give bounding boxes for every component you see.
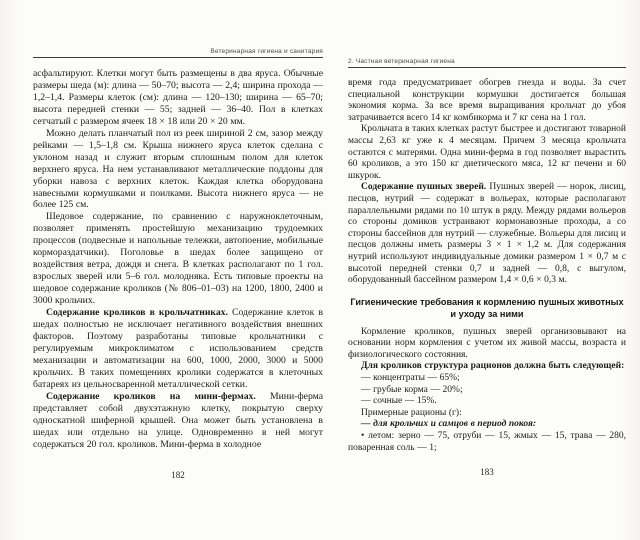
page-182	[33, 48, 323, 480]
paragraph: Можно делать планчатый пол из реек шириной 2 см, зазор между рейками — 1,5–1,8 см. Крыша нижнего яруса клеток сделана с уклоном назад и служит вторым сплошным полом для клеток верхнего яруса. На нем устанавливают металлические поддоны для уборки навоза с верхних клеток. Каждая клетка оборудована навесными кормушками и поилками. Высота нижнего яруса — не более 125 см.	[33, 127, 323, 211]
paragraph-lead: Содержание кроликов на мини-фермах.	[46, 390, 270, 402]
paragraph: асфальтируют. Клетки могут быть размещены в два яруса. Обычные размеры шеда (м): длина — 50–70; высота — 2,4; ширина прохода — 1,2–1,4. Размеры клеток (см): длина — 120–130; ширина — 65–70; высота передней стенки — 55; задней — 36–40. Пол в клетках сетчатый с размером ячеек 18 × 18 или 20 × 20 мм.	[33, 68, 323, 127]
paragraph: Примерные рационы (г):	[361, 407, 462, 418]
section-heading: Гигиенические требования к кормлению пушных животных и уходу за ними	[350, 296, 624, 320]
paragraph: — для крольчих и самцов в период покоя:	[361, 419, 537, 430]
paragraph-lead: Содержание кроликов в крольчатниках.	[46, 307, 233, 319]
page-183	[348, 58, 626, 477]
paragraph: — концентраты — 65%;	[361, 373, 460, 384]
page-body-right	[348, 78, 626, 454]
page-body-left	[33, 68, 323, 451]
paragraph: Крольчата в таких клетках растут быстрее и достигают товарной массы 2,63 кг уже к 4 месяцам. Причем 3 месяца крольчата остаются с матерями. Одна мини-ферма в год позволяет вырастить 60 кроликов, а это 150 кг диетического мяса, 12 кг печени и 60 шкурок.	[348, 124, 626, 181]
running-head-right: 2. Частная ветеринарная гигиена	[348, 58, 626, 68]
paragraph: Шедовое содержание, по сравнению с наружноклеточным, позволяет применять простейшую механизацию трудоемких процессов (подвесные и напольные тележки, автопоение, мобильные кормораздатчики). Поголовье в шедах более защищено от воздействия ветра, дождя и снега. В клетках располагают по 1 гол. взрослых зверей или 5–6 гол. молодняка. Есть типовые проекты на шедовое содержание кроликов (№ 806–01–03) на 1200, 1800, 2400 и 3000 крольчих.	[33, 211, 323, 307]
paragraph: Содержание кроликов в крольчатниках. Содержание клеток в шедах полностью не исключает негативного воздействия внешних факторов. Поэтому разработаны типовые крольчатники с регулируемым микроклиматом с использованием средств механизации и автоматизации на 600, 1000, 2000, 3000 и 5000 крольчих. В таких помещениях кролики содержатся в клеточных батареях из цельносваренной металлической сетки.	[33, 307, 324, 390]
paragraph: Содержание кроликов на мини-фермах. Мини-ферма представляет собой двухэтажную клетку, покрытую сверху односкатной шиферной крышей. Она может быть установлена в шедах или отдельно на улице. Одновременно в ней могут содержаться 20 гол. кроликов. Мини-ферма в холодное	[33, 390, 323, 450]
page-number-left: 182	[171, 469, 185, 480]
paragraph: время года предусматривает обогрев гнезда и воды. За счет специальной конструкции кормушки достигается большая экономия корма. За все время выращивания крольчат до убоя затрачивается всего 14 кг комбикорма и 7 кг сена на 1 гол.	[348, 78, 626, 123]
paragraph: • летом: зерно — 75, отруби — 15, жмых — 15, трава — 280, поваренная соль — 1;	[348, 431, 626, 453]
paragraph-lead: Содержание пушных зверей.	[361, 182, 490, 193]
page-number-right: 183	[480, 467, 494, 478]
paragraph: Для кроликов структура рационов должна быть следующей:	[361, 361, 625, 372]
paragraph: Кормление кроликов, пушных зверей организовывают на основании норм кормления с учетом их живой массы, возраста и физиологического состояния.	[348, 326, 626, 360]
paragraph: — сочные — 15%.	[361, 396, 437, 407]
paragraph: Содержание пушных зверей. Пушных зверей — норок, лисиц, песцов, нутрий — содержат в вольерах, которые располагают параллельными рядами по 10 штук в ряду. Между рядами вольеров со стороны домиков устраивают кормонавозные проходы, а со стороны бассейнов для нутрий — служебные. Вольеры для лисиц и песцов должны иметь размеры 3 × 1 × 1,2 м. Для содержания нутрий используют индивидуальные домики размером 1 × 0,7 м с высотой передней стенки 0,7 и задней — 0,8, с выгулом, оборудованный бассейном размером 1,4 × 0,6 × 0,3 м.	[348, 182, 626, 286]
paragraph: — грубые корма — 20%;	[361, 384, 463, 395]
running-head-left: Ветеринарная гигиена и санитария	[33, 48, 323, 58]
